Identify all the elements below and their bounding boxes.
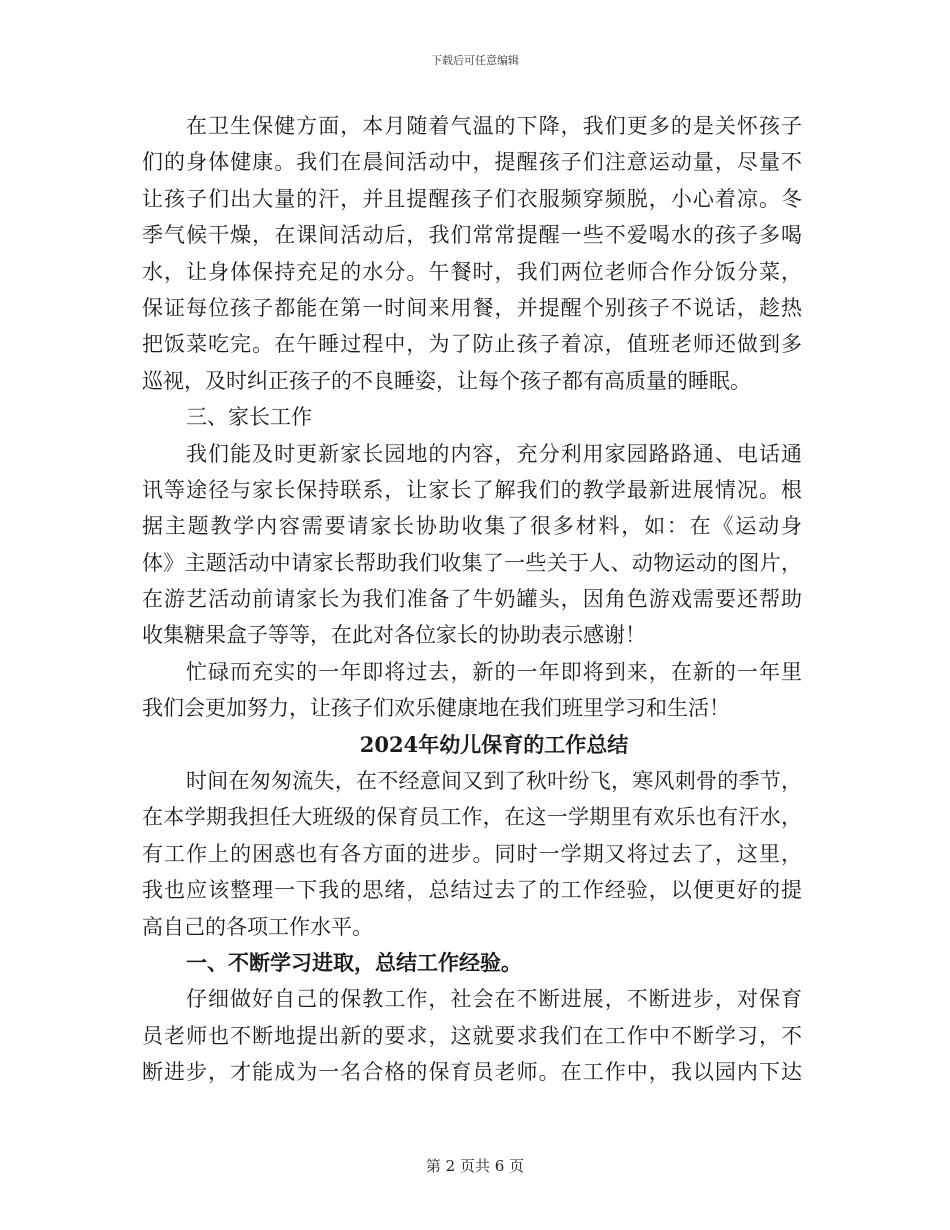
page-header: 下载后可任意编辑 bbox=[431, 54, 519, 67]
section-heading-learning: 一、不断学习进取，总结工作经验。 bbox=[186, 949, 522, 975]
paragraph-line: 我们能及时更新家长园地的内容，充分利用家园路路通、电话通 bbox=[186, 441, 802, 466]
document-title: 2024年幼儿保育的工作总结 bbox=[359, 731, 629, 757]
paragraph-line: 保证每位孩子都能在第一时间来用餐，并提醒个别孩子不说话，趁热 bbox=[142, 295, 802, 320]
paragraph-line: 仔细做好自己的保教工作，社会在不断进展，不断进步，对保育 bbox=[186, 987, 802, 1012]
paragraph-line: 据主题教学内容需要请家长协助收集了很多材料，如：在《运动身 bbox=[142, 514, 802, 539]
paragraph-line: 收集糖果盒子等等，在此对各位家长的协助表示感谢！ bbox=[142, 623, 646, 648]
page-footer: 第 2 页共 6 页 bbox=[425, 1157, 525, 1175]
paragraph-line: 巡视，及时纠正孩子的不良睡姿，让每个孩子都有高质量的睡眠。 bbox=[142, 368, 751, 393]
paragraph-line: 水，让身体保持充足的水分。午餐时，我们两位老师合作分饭分菜， bbox=[142, 259, 802, 284]
paragraph-line: 把饭菜吃完。在午睡过程中，为了防止孩子着凉，值班老师还做到多 bbox=[142, 332, 802, 357]
paragraph-line: 高自己的各项工作水平。 bbox=[142, 914, 373, 939]
paragraph-line: 在本学期我担任大班级的保育员工作，在这一学期里有欢乐也有汗水， bbox=[142, 805, 802, 830]
paragraph-line: 断进步，才能成为一名合格的保育员老师。在工作中，我以园内下达 bbox=[142, 1060, 802, 1085]
paragraph-line: 季气候干燥，在课间活动后，我们常常提醒一些不爱喝水的孩子多喝 bbox=[142, 223, 802, 248]
section-heading-parent-work: 三、家长工作 bbox=[186, 405, 312, 430]
paragraph-line: 有工作上的困惑也有各方面的进步。同时一学期又将过去了，这里， bbox=[142, 841, 802, 866]
paragraph-line: 体》主题活动中请家长帮助我们收集了一些关于人、动物运动的图片， bbox=[142, 550, 802, 575]
paragraph-line: 们的身体健康。我们在晨间活动中，提醒孩子们注意运动量，尽量不 bbox=[142, 150, 802, 175]
paragraph-line: 我们会更加努力，让孩子们欢乐健康地在我们班里学习和生活！ bbox=[142, 696, 730, 721]
paragraph-line: 我也应该整理一下我的思绪，总结过去了的工作经验，以便更好的提 bbox=[142, 878, 802, 903]
paragraph-line: 讯等途径与家长保持联系，让家长了解我们的教学最新进展情况。根 bbox=[142, 477, 802, 502]
paragraph-line: 时间在匆匆流失，在不经意间又到了秋叶纷飞，寒风刺骨的季节， bbox=[186, 769, 802, 794]
document-body bbox=[142, 108, 802, 1091]
paragraph-line: 忙碌而充实的一年即将过去，新的一年即将到来，在新的一年里 bbox=[186, 659, 802, 684]
paragraph-line: 员老师也不断地提出新的要求，这就要求我们在工作中不断学习，不 bbox=[142, 1023, 802, 1048]
paragraph-line: 在卫生保健方面，本月随着气温的下降，我们更多的是关怀孩子 bbox=[186, 114, 802, 138]
paragraph-line: 在游艺活动前请家长为我们准备了牛奶罐头，因角色游戏需要还帮助 bbox=[142, 587, 802, 612]
paragraph-line: 让孩子们出大量的汗，并且提醒孩子们衣服频穿频脱，小心着凉。冬 bbox=[142, 186, 802, 211]
